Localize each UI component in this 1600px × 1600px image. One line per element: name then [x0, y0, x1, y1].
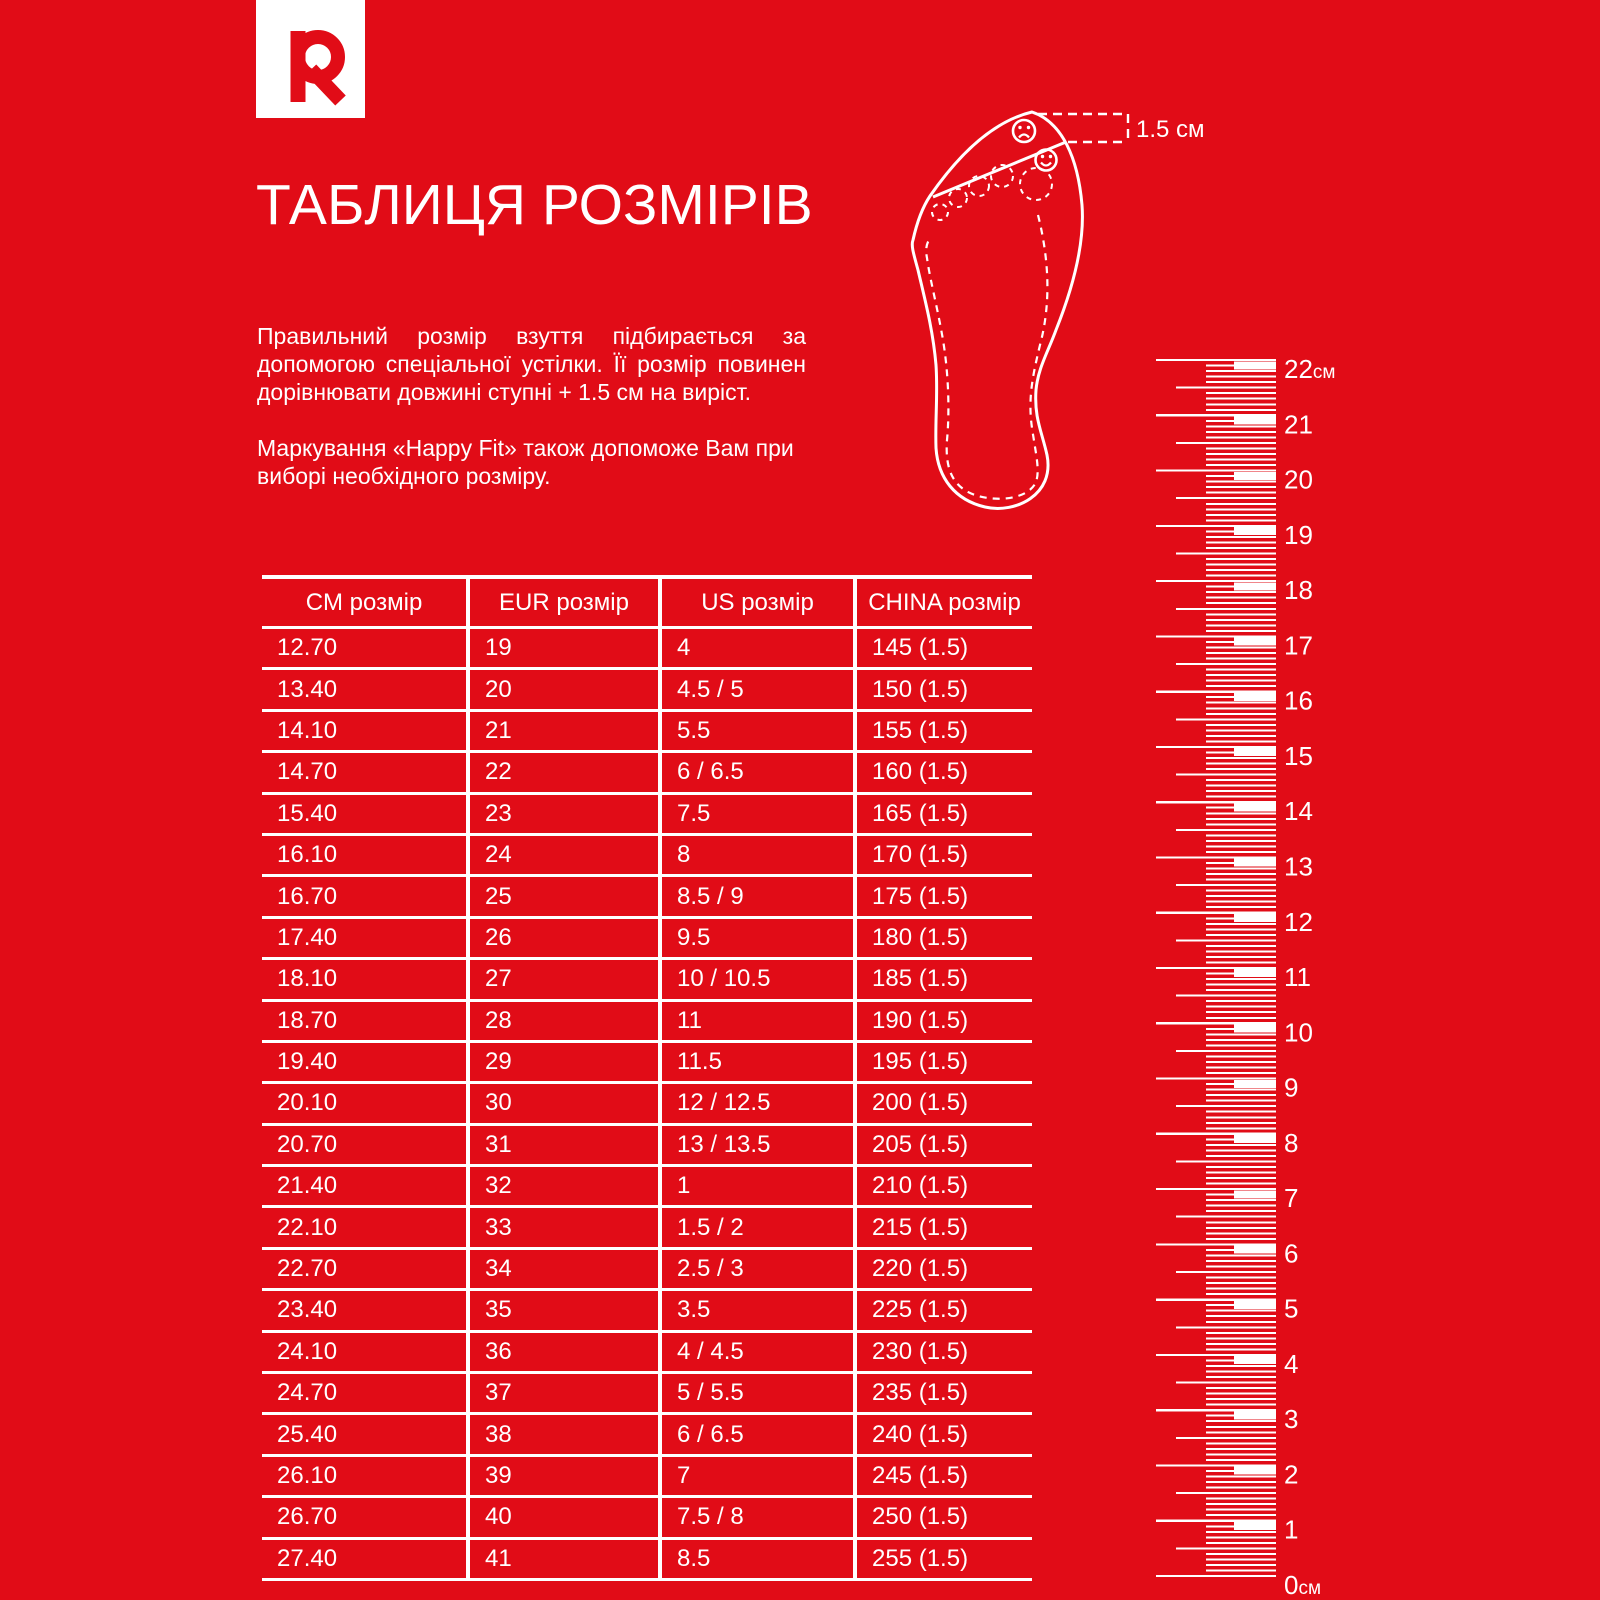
ruler-cm-bar	[1234, 1356, 1276, 1364]
table-cell: 1.5 / 2	[660, 1207, 855, 1248]
r-ribbon-logo-icon	[256, 0, 365, 118]
table-cell: 23	[468, 793, 660, 834]
table-row	[262, 1083, 1032, 1124]
ruler-cm-bar	[1234, 859, 1276, 867]
table-cell: 9.5	[660, 917, 855, 958]
table-row	[262, 876, 1032, 917]
table-cell: 175 (1.5)	[855, 876, 1032, 917]
ruler-label: 4	[1284, 1348, 1299, 1379]
table-cell: 150 (1.5)	[855, 669, 1032, 710]
table-row	[262, 1373, 1032, 1414]
table-cell: 30	[468, 1083, 660, 1124]
table-cell: 26.70	[262, 1497, 468, 1538]
ruler-label: 9	[1284, 1072, 1299, 1103]
ruler-label: 8	[1284, 1127, 1299, 1158]
ruler-cm-bar	[1234, 1411, 1276, 1419]
table-cell: 6 / 6.5	[660, 1414, 855, 1455]
table-cell: 22	[468, 752, 660, 793]
table-cell: 165 (1.5)	[855, 793, 1032, 834]
intro-paragraph-2: Маркування «Happy Fit» також допоможе Вам при виборі необхідного розміру.	[257, 435, 794, 489]
table-cell: 20	[468, 669, 660, 710]
table-row	[262, 834, 1032, 875]
table-cell: 11.5	[660, 1041, 855, 1082]
table-cell: 200 (1.5)	[855, 1083, 1032, 1124]
table-cell: 170 (1.5)	[855, 834, 1032, 875]
table-cell: 6 / 6.5	[660, 752, 855, 793]
table-cell: 22.10	[262, 1207, 468, 1248]
table-cell: 8	[660, 834, 855, 875]
table-row	[262, 1124, 1032, 1165]
table-cell: 28	[468, 1000, 660, 1041]
table-cell: 8.5 / 9	[660, 876, 855, 917]
ruler-label: 20	[1284, 464, 1313, 495]
ruler-cm-bar	[1234, 1301, 1276, 1309]
table-row	[262, 1538, 1032, 1579]
table-cell: 2.5 / 3	[660, 1248, 855, 1289]
table-cell: 10 / 10.5	[660, 959, 855, 1000]
table-cell: 250 (1.5)	[855, 1497, 1032, 1538]
table-cell: 195 (1.5)	[855, 1041, 1032, 1082]
ruler-cm-bar	[1234, 1135, 1276, 1143]
table-cell: 41	[468, 1538, 660, 1579]
table-row	[262, 1290, 1032, 1331]
ruler-cm-bar	[1234, 417, 1276, 425]
growth-gap-lines	[1038, 114, 1128, 142]
table-cell: 26	[468, 917, 660, 958]
table-row	[262, 669, 1032, 710]
table-cell: 25	[468, 876, 660, 917]
table-cell: 35	[468, 1290, 660, 1331]
table-cell: 21	[468, 710, 660, 751]
ruler-label: 12	[1284, 906, 1313, 937]
table-cell: 205 (1.5)	[855, 1124, 1032, 1165]
table-cell: 12 / 12.5	[660, 1083, 855, 1124]
table-cell: 24.10	[262, 1331, 468, 1372]
table-cell: 13.40	[262, 669, 468, 710]
table-cell: 145 (1.5)	[855, 628, 1032, 669]
table-cell: 255 (1.5)	[855, 1538, 1032, 1579]
column-header: EUR розмір	[468, 577, 660, 628]
table-cell: 31	[468, 1124, 660, 1165]
table-cell: 14.70	[262, 752, 468, 793]
table-row	[262, 628, 1032, 669]
brand-logo	[256, 0, 365, 118]
ruler-label: 11	[1284, 962, 1311, 993]
table-cell: 27	[468, 959, 660, 1000]
table-cell: 8.5	[660, 1538, 855, 1579]
column-header: US розмір	[660, 577, 855, 628]
intro-paragraph-1: Правильний розмір взуття підбирається за допомогою спеціальної устілки. Її розмір повинен дорівнювати довжині ступні + 1.5 см на виріст.	[257, 323, 806, 405]
table-cell: 235 (1.5)	[855, 1373, 1032, 1414]
ruler-cm-bar	[1234, 1190, 1276, 1198]
table-cell: 38	[468, 1414, 660, 1455]
ruler-cm-bar	[1234, 1246, 1276, 1254]
table-cell: 34	[468, 1248, 660, 1289]
table-cell: 17.40	[262, 917, 468, 958]
table-cell: 245 (1.5)	[855, 1455, 1032, 1496]
ruler-label: 5	[1284, 1293, 1299, 1324]
table-cell: 37	[468, 1373, 660, 1414]
table-cell: 13 / 13.5	[660, 1124, 855, 1165]
ruler-label: 0см	[1284, 1570, 1322, 1600]
table-cell: 32	[468, 1166, 660, 1207]
ruler-label: 19	[1284, 519, 1313, 550]
table-cell: 12.70	[262, 628, 468, 669]
table-cell: 4 / 4.5	[660, 1331, 855, 1372]
ruler-label: 13	[1284, 851, 1313, 882]
table-cell: 11	[660, 1000, 855, 1041]
table-cell: 40	[468, 1497, 660, 1538]
table-row	[262, 1207, 1032, 1248]
ruler-cm-bar	[1234, 638, 1276, 646]
table-cell: 33	[468, 1207, 660, 1248]
page-title: ТАБЛИЦЯ РОЗМІРІВ	[256, 173, 813, 237]
table-row	[262, 752, 1032, 793]
table-cell: 215 (1.5)	[855, 1207, 1032, 1248]
table-cell: 18.10	[262, 959, 468, 1000]
table-cell: 15.40	[262, 793, 468, 834]
table-cell: 18.70	[262, 1000, 468, 1041]
table-cell: 16.70	[262, 876, 468, 917]
table-row	[262, 1331, 1032, 1372]
table-cell: 5.5	[660, 710, 855, 751]
table-row	[262, 1000, 1032, 1041]
table-cell: 180 (1.5)	[855, 917, 1032, 958]
ruler-label: 2	[1284, 1459, 1299, 1490]
table-cell: 39	[468, 1455, 660, 1496]
table-cell: 225 (1.5)	[855, 1290, 1032, 1331]
ruler-label: 6	[1284, 1238, 1299, 1269]
ruler-label: 18	[1284, 575, 1313, 606]
table-cell: 24	[468, 834, 660, 875]
table-cell: 14.10	[262, 710, 468, 751]
ruler-label: 10	[1284, 1017, 1313, 1048]
ruler-label: 14	[1284, 796, 1313, 827]
table-cell: 185 (1.5)	[855, 959, 1032, 1000]
table-row	[262, 793, 1032, 834]
ruler-cm-bar	[1234, 527, 1276, 535]
sad-face-icon	[1013, 120, 1035, 142]
table-header-row	[262, 577, 1032, 628]
table-row	[262, 1041, 1032, 1082]
table-cell: 230 (1.5)	[855, 1331, 1032, 1372]
table-cell: 220 (1.5)	[855, 1248, 1032, 1289]
growth-gap-label: 1.5 см	[1136, 116, 1205, 143]
table-cell: 19	[468, 628, 660, 669]
table-cell: 240 (1.5)	[855, 1414, 1032, 1455]
table-row	[262, 1166, 1032, 1207]
table-cell: 4	[660, 628, 855, 669]
ruler-cm-bar	[1234, 472, 1276, 480]
table-row	[262, 917, 1032, 958]
table-cell: 1	[660, 1166, 855, 1207]
table-cell: 26.10	[262, 1455, 468, 1496]
happy-face-icon	[1036, 150, 1057, 171]
ruler-cm-bar	[1234, 969, 1276, 977]
table-cell: 190 (1.5)	[855, 1000, 1032, 1041]
column-header: CM розмір	[262, 577, 468, 628]
ruler-label: 16	[1284, 685, 1313, 716]
ruler-label: 3	[1284, 1404, 1299, 1435]
ruler-cm-bar	[1234, 1080, 1276, 1088]
ruler-cm-bar	[1234, 803, 1276, 811]
size-table	[262, 575, 1032, 1581]
table-cell: 27.40	[262, 1538, 468, 1579]
column-header: CHINA розмір	[855, 577, 1032, 628]
table-cell: 20.70	[262, 1124, 468, 1165]
table-row	[262, 1414, 1032, 1455]
table-cell: 23.40	[262, 1290, 468, 1331]
ruler-cm-bar	[1234, 1467, 1276, 1475]
table-cell: 7.5	[660, 793, 855, 834]
ruler-cm-bar	[1234, 582, 1276, 590]
table-cell: 22.70	[262, 1248, 468, 1289]
table-row	[262, 1497, 1032, 1538]
table-cell: 21.40	[262, 1166, 468, 1207]
table-cell: 7.5 / 8	[660, 1497, 855, 1538]
ruler-cm-bar	[1234, 1522, 1276, 1530]
table-cell: 25.40	[262, 1414, 468, 1455]
foot-outline-dashed	[926, 215, 1047, 499]
table-cell: 29	[468, 1041, 660, 1082]
ruler-label: 15	[1284, 740, 1313, 771]
ruler	[1130, 330, 1400, 1600]
ruler-label: 7	[1284, 1183, 1299, 1214]
ruler-label: 22см	[1284, 354, 1336, 385]
ruler-label: 21	[1284, 409, 1313, 440]
table-cell: 210 (1.5)	[855, 1166, 1032, 1207]
table-cell: 160 (1.5)	[855, 752, 1032, 793]
table-row	[262, 959, 1032, 1000]
ruler-label: 17	[1284, 630, 1313, 661]
ruler-cm-bar	[1234, 914, 1276, 922]
ruler-cm-bar	[1234, 361, 1276, 369]
table-row	[262, 710, 1032, 751]
ruler-cm-bar	[1234, 748, 1276, 756]
table-cell: 20.10	[262, 1083, 468, 1124]
table-cell: 36	[468, 1331, 660, 1372]
table-cell: 16.10	[262, 834, 468, 875]
table-cell: 155 (1.5)	[855, 710, 1032, 751]
ruler-label: 1	[1284, 1514, 1299, 1545]
table-cell: 5 / 5.5	[660, 1373, 855, 1414]
table-cell: 24.70	[262, 1373, 468, 1414]
ruler-cm-bar	[1234, 1025, 1276, 1033]
table-row	[262, 1248, 1032, 1289]
table-cell: 7	[660, 1455, 855, 1496]
table-cell: 3.5	[660, 1290, 855, 1331]
table-cell: 19.40	[262, 1041, 468, 1082]
ruler-cm-bar	[1234, 693, 1276, 701]
table-row	[262, 1455, 1032, 1496]
table-cell: 4.5 / 5	[660, 669, 855, 710]
